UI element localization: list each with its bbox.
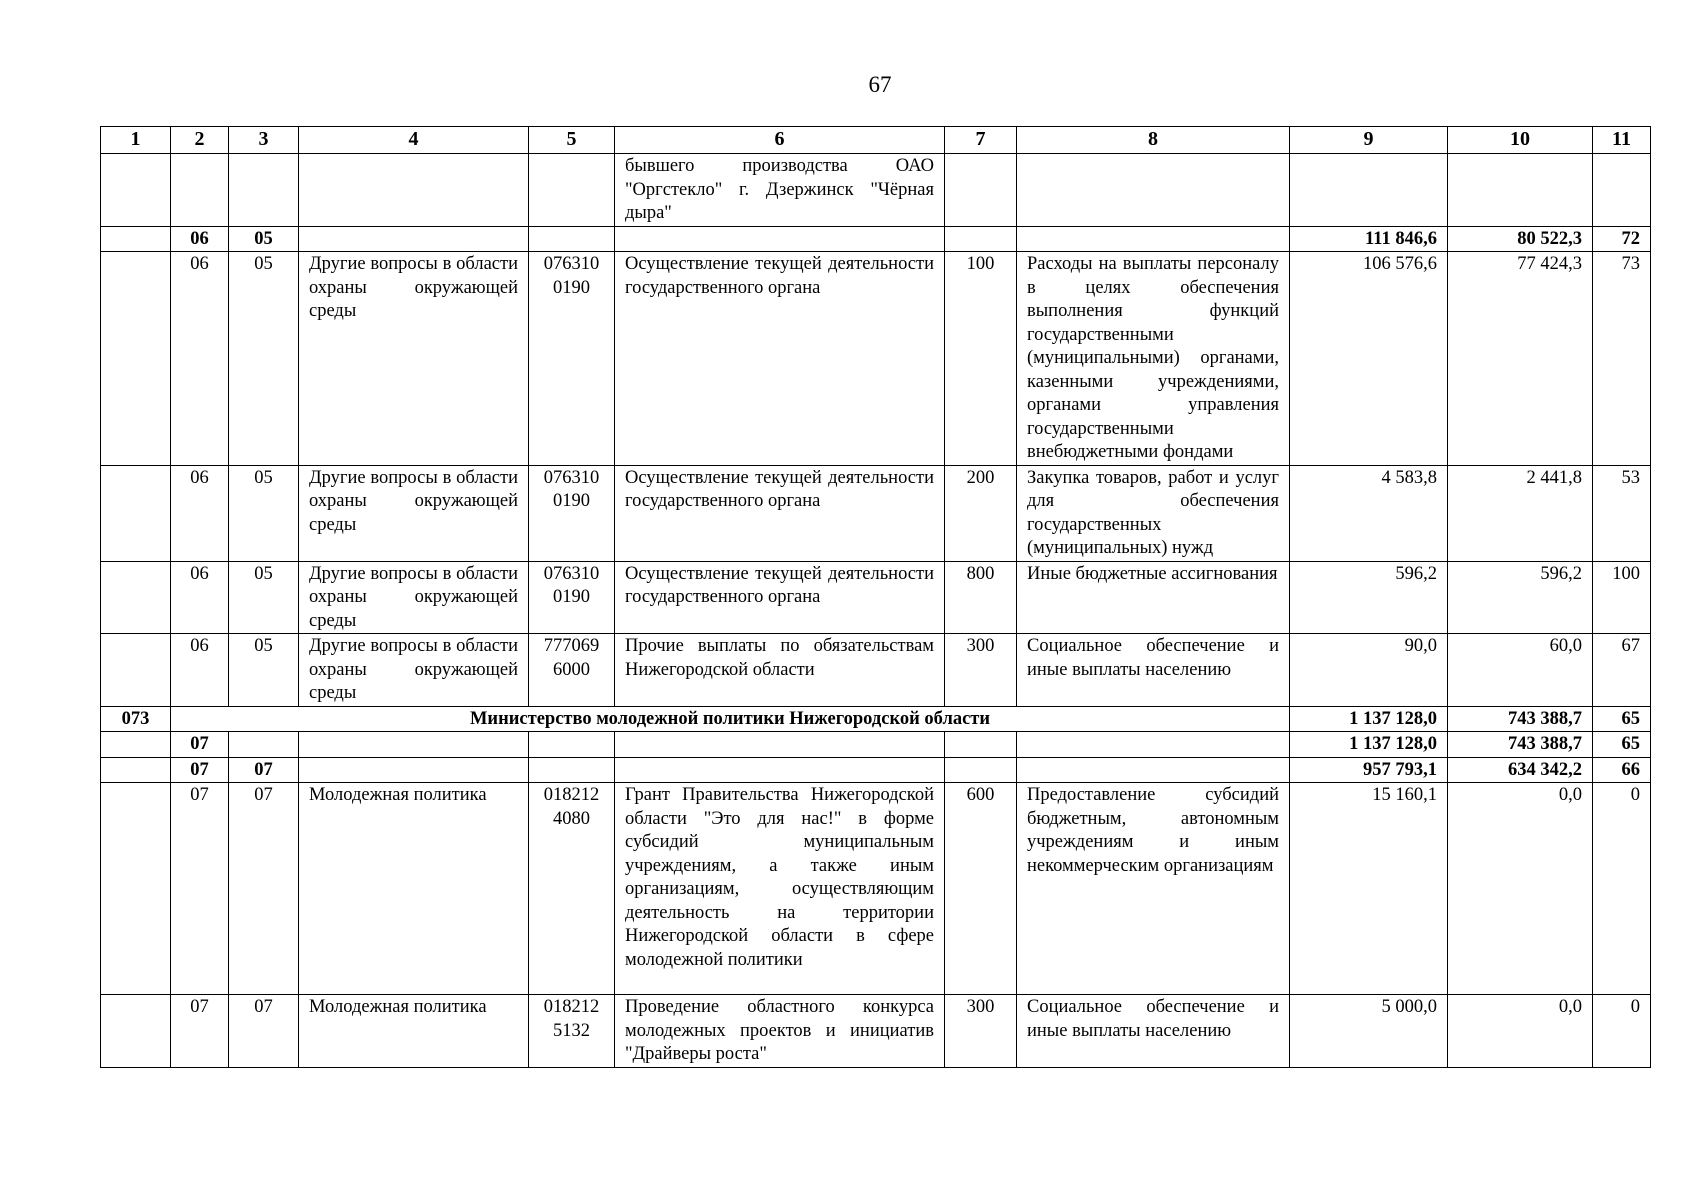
cell-subsection: 07 [229, 995, 299, 1068]
cell-plan: 957 793,1 [1290, 757, 1448, 783]
cell-target-code [529, 465, 615, 561]
cell-expense-type: 100 [945, 252, 1017, 466]
cell-percent: 100 [1593, 561, 1651, 634]
header-cell: 8 [1017, 127, 1290, 154]
cell-target-name: Грант Правительства Нижегородской области "Это для нас!" в форме субсидий муниципальным учреждениям, а также иным организациям, осуществляющим деятельность на территории Нижегородской области в сфере молодежной политики [615, 783, 945, 995]
cell-admin [101, 226, 171, 252]
cell-subsection-name [299, 226, 529, 252]
table-row [101, 783, 1651, 995]
cell-plan: 111 846,6 [1290, 226, 1448, 252]
subtotal-row [101, 732, 1651, 758]
cell-subsection: 07 [229, 757, 299, 783]
cell-plan: 1 137 128,0 [1290, 706, 1448, 732]
cell-subsection-name: Другие вопросы в области охраны окружающей среды [299, 561, 529, 634]
cell-expense-type: 300 [945, 995, 1017, 1068]
cell-admin [101, 561, 171, 634]
cell-actual: 2 441,8 [1448, 465, 1593, 561]
cell-expense-type [945, 154, 1017, 227]
header-cell: 6 [615, 127, 945, 154]
cell-expense-type: 600 [945, 783, 1017, 995]
cell-admin [101, 634, 171, 707]
cell-target-name [615, 226, 945, 252]
target-code-part-1: 777069 [543, 636, 600, 656]
target-code-part-2: 0190 [553, 587, 590, 607]
cell-section [171, 154, 229, 227]
cell-subsection [229, 154, 299, 227]
header-row [101, 127, 1651, 154]
cell-actual: 77 424,3 [1448, 252, 1593, 466]
target-code-part-2: 0190 [553, 277, 590, 298]
page-number: 67 [868, 72, 892, 97]
cell-section: 07 [171, 757, 229, 783]
table-row [101, 995, 1651, 1068]
cell-percent [1593, 154, 1651, 227]
header-cell: 10 [1448, 127, 1593, 154]
cell-expense-type [945, 757, 1017, 783]
cell-expense-type-name: Иные бюджетные ассигнования [1017, 561, 1290, 634]
cell-percent: 65 [1593, 706, 1651, 732]
target-code-part-1: 018212 [543, 785, 600, 805]
cell-target-code [529, 783, 615, 995]
cell-section: 07 [171, 783, 229, 995]
cell-plan: 5 000,0 [1290, 995, 1448, 1068]
cell-percent: 53 [1593, 465, 1651, 561]
cell-target-code [529, 252, 615, 466]
cell-target-name: Прочие выплаты по обязательствам Нижегородской области [615, 634, 945, 707]
cell-admin [101, 154, 171, 227]
cell-subsection-name [299, 732, 529, 758]
cell-subsection-name: Молодежная политика [299, 783, 529, 995]
target-code-part-2: 6000 [553, 659, 590, 680]
target-code-part-1: 076310 [543, 254, 600, 274]
cell-section: 06 [171, 634, 229, 707]
cell-target-name: Осуществление текущей деятельности государственного органа [615, 561, 945, 634]
cell-admin [101, 732, 171, 758]
header-cell: 9 [1290, 127, 1448, 154]
cell-admin: 073 [101, 706, 171, 732]
header-cell: 5 [529, 127, 615, 154]
header-cell: 1 [101, 127, 171, 154]
table-row [101, 154, 1651, 227]
cell-subsection-name: Другие вопросы в области охраны окружающей среды [299, 252, 529, 466]
cell-target-code [529, 154, 615, 227]
cell-plan: 1 137 128,0 [1290, 732, 1448, 758]
subtotal-row [101, 226, 1651, 252]
cell-expense-type-name: Социальное обеспечение и иные выплаты населению [1017, 995, 1290, 1068]
cell-expense-type-name: Предоставление субсидий бюджетным, автономным учреждениям и иным некоммерческим организациям [1017, 783, 1290, 995]
cell-plan: 4 583,8 [1290, 465, 1448, 561]
table-row [101, 561, 1651, 634]
target-code-part-1: 018212 [543, 997, 600, 1017]
cell-subsection-name [299, 154, 529, 227]
cell-plan: 596,2 [1290, 561, 1448, 634]
cell-percent: 65 [1593, 732, 1651, 758]
cell-expense-type-name [1017, 154, 1290, 227]
table-row [101, 465, 1651, 561]
table-row [101, 252, 1651, 466]
cell-target-code [529, 226, 615, 252]
cell-percent: 0 [1593, 995, 1651, 1068]
cell-expense-type [945, 732, 1017, 758]
subtotal-row [101, 757, 1651, 783]
header-cell: 4 [299, 127, 529, 154]
cell-expense-type-name [1017, 757, 1290, 783]
cell-target-name: Проведение областного конкурса молодежных проектов и инициатив "Драйверы роста" [615, 995, 945, 1068]
header-cell: 7 [945, 127, 1017, 154]
cell-actual: 0,0 [1448, 783, 1593, 995]
target-code-part-1: 076310 [543, 563, 600, 584]
target-code-part-2: 0190 [553, 491, 590, 511]
cell-subsection-name: Молодежная политика [299, 995, 529, 1068]
cell-admin [101, 465, 171, 561]
cell-expense-type: 200 [945, 465, 1017, 561]
cell-actual: 60,0 [1448, 634, 1593, 707]
cell-expense-type [945, 226, 1017, 252]
cell-actual: 743 388,7 [1448, 706, 1593, 732]
cell-subsection-name [299, 757, 529, 783]
cell-expense-type-name: Закупка товаров, работ и услуг для обеспечения государственных (муниципальных) нужд [1017, 465, 1290, 561]
cell-percent: 72 [1593, 226, 1651, 252]
cell-actual: 80 522,3 [1448, 226, 1593, 252]
cell-subsection: 05 [229, 465, 299, 561]
cell-expense-type: 300 [945, 634, 1017, 707]
cell-actual: 0,0 [1448, 995, 1593, 1068]
cell-target-code [529, 561, 615, 634]
cell-section: 07 [171, 995, 229, 1068]
cell-section: 06 [171, 252, 229, 466]
cell-subsection [229, 732, 299, 758]
cell-actual: 743 388,7 [1448, 732, 1593, 758]
cell-plan: 15 160,1 [1290, 783, 1448, 995]
cell-target-code [529, 732, 615, 758]
cell-percent: 73 [1593, 252, 1651, 466]
cell-admin [101, 252, 171, 466]
cell-subsection: 05 [229, 226, 299, 252]
cell-expense-type-name: Социальное обеспечение и иные выплаты населению [1017, 634, 1290, 707]
cell-actual: 634 342,2 [1448, 757, 1593, 783]
cell-subsection: 07 [229, 783, 299, 995]
header-cell: 11 [1593, 127, 1651, 154]
cell-percent: 66 [1593, 757, 1651, 783]
cell-section: 06 [171, 561, 229, 634]
cell-expense-type: 800 [945, 561, 1017, 634]
cell-section: 06 [171, 465, 229, 561]
cell-section: 06 [171, 226, 229, 252]
target-code-part-1: 076310 [543, 467, 600, 488]
header-cell: 3 [229, 127, 299, 154]
cell-plan: 106 576,6 [1290, 252, 1448, 466]
target-code-part-2: 5132 [553, 1020, 590, 1041]
header-cell: 2 [171, 127, 229, 154]
cell-target-name [615, 732, 945, 758]
cell-subsection: 05 [229, 561, 299, 634]
cell-target-code [529, 757, 615, 783]
cell-actual: 596,2 [1448, 561, 1593, 634]
cell-target-name: Осуществление текущей деятельности государственного органа [615, 465, 945, 561]
table-row [101, 634, 1651, 707]
cell-subsection: 05 [229, 252, 299, 466]
cell-admin [101, 757, 171, 783]
cell-target-name: Осуществление текущей деятельности государственного органа [615, 252, 945, 466]
cell-admin [101, 783, 171, 995]
cell-percent: 67 [1593, 634, 1651, 707]
ministry-row [101, 706, 1651, 732]
cell-target-code [529, 995, 615, 1068]
cell-percent: 0 [1593, 783, 1651, 995]
cell-target-name [615, 757, 945, 783]
cell-expense-type-name [1017, 226, 1290, 252]
cell-section: 07 [171, 732, 229, 758]
budget-table [100, 126, 1651, 1068]
cell-expense-type-name [1017, 732, 1290, 758]
target-code-part-2: 4080 [553, 808, 590, 829]
ministry-title: Министерство молодежной политики Нижегородской области [171, 706, 1290, 732]
cell-subsection-name: Другие вопросы в области охраны окружающей среды [299, 465, 529, 561]
cell-subsection-name: Другие вопросы в области охраны окружающей среды [299, 634, 529, 707]
cell-plan [1290, 154, 1448, 227]
cell-subsection: 05 [229, 634, 299, 707]
cell-plan: 90,0 [1290, 634, 1448, 707]
cell-admin [101, 995, 171, 1068]
cell-expense-type-name: Расходы на выплаты персоналу в целях обеспечения выполнения функций государственными (муниципальными) органами, казенными учреждениями, органами управления государственными внебюджетными фондами [1017, 252, 1290, 466]
cell-actual [1448, 154, 1593, 227]
cell-target-name: бывшего производства ОАО "Оргстекло" г. Дзержинск "Чёрная дыра" [615, 154, 945, 227]
cell-target-code [529, 634, 615, 707]
